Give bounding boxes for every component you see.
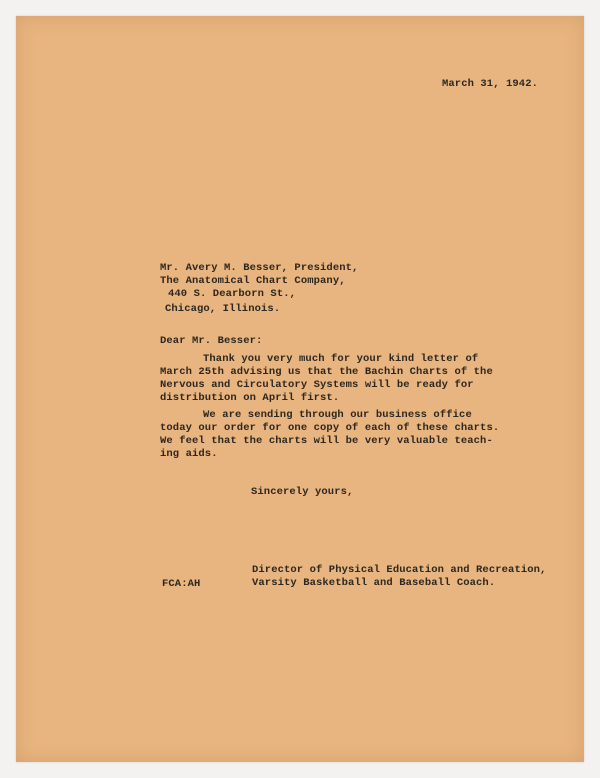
recipient-street: 440 S. Dearborn St., [168,288,297,300]
closing: Sincerely yours, [251,486,354,498]
paragraph-2-line-2: today our order for one copy of each of these charts. [160,422,500,434]
salutation: Dear Mr. Besser: [160,335,263,347]
typist-initials: FCA:AH [162,578,201,590]
letter-date: March 31, 1942. [442,78,539,90]
recipient-company: The Anatomical Chart Company, [160,275,346,287]
letter-page [16,16,584,762]
signature-title-line-2: Varsity Basketball and Baseball Coach. [252,577,496,589]
paragraph-2-line-4: ing aids. [160,448,218,460]
paragraph-1-line-2: March 25th advising us that the Bachin Charts of the [160,366,493,378]
recipient-city: Chicago, Illinois. [165,303,281,315]
signature-title-line-1: Director of Physical Education and Recreation, [252,564,547,576]
paragraph-1-line-4: distribution on April first. [160,392,340,404]
recipient-name: Mr. Avery M. Besser, President, [160,262,359,274]
paragraph-2-line-3: We feel that the charts will be very valuable teach- [160,435,493,447]
paragraph-1-line-1: Thank you very much for your kind letter of [203,353,479,365]
paragraph-2-line-1: We are sending through our business office [203,409,472,421]
paragraph-1-line-3: Nervous and Circulatory Systems will be ready for [160,379,474,391]
